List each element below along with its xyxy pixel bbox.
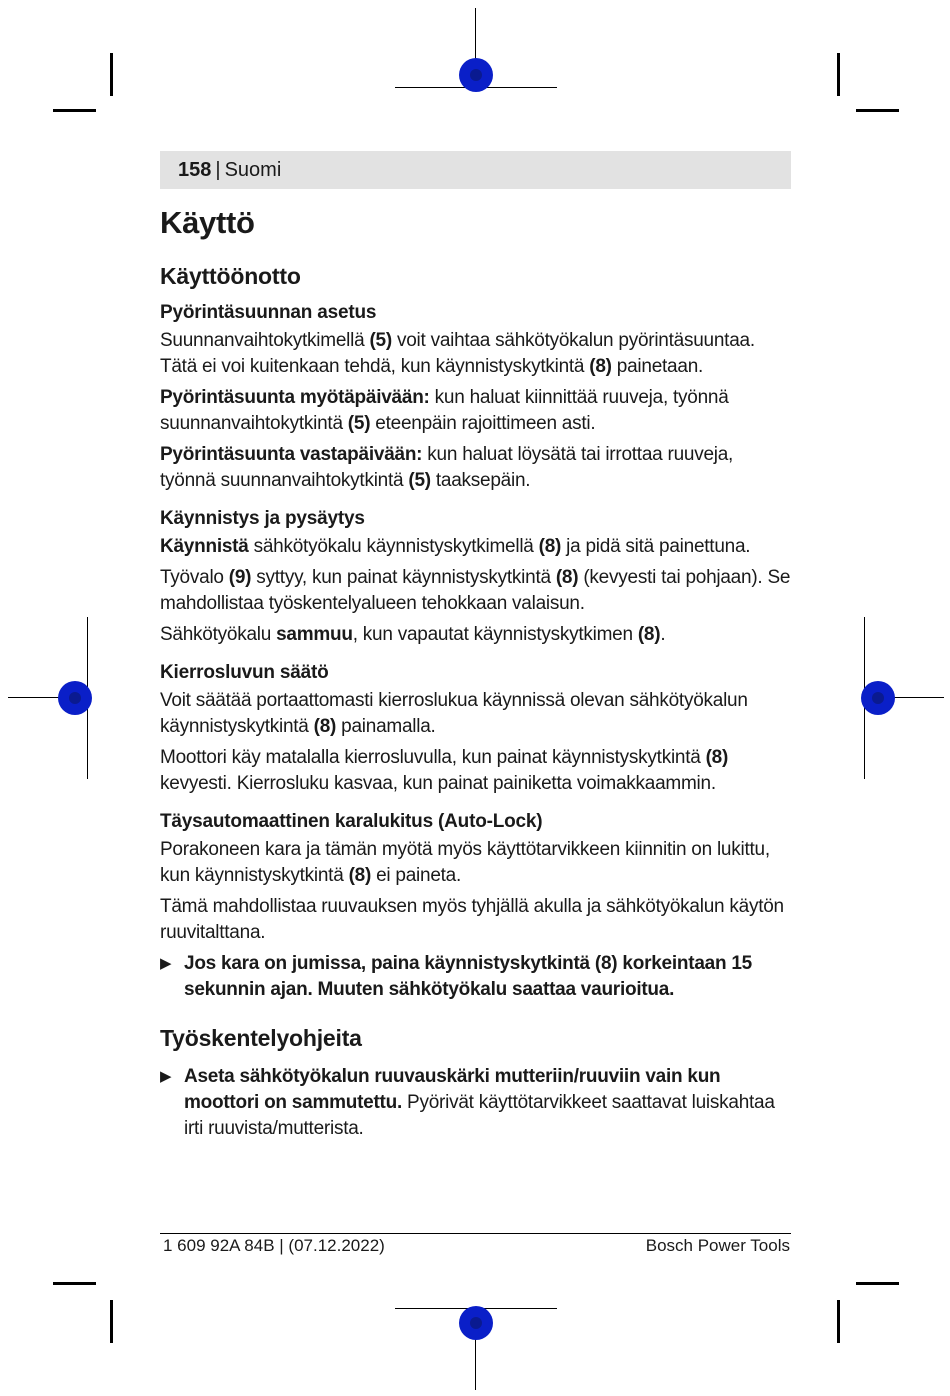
autolock-paragraph-1: Porakoneen kara ja tämän myötä myös käyttötarvikkeen kiinnitin on lukittu, kun käynnistyskytkintä (8) ei paineta. — [160, 839, 770, 886]
page-header — [160, 151, 791, 189]
triangle-right-icon: ▶ — [160, 1068, 172, 1085]
page-number: 158 — [178, 158, 212, 181]
autolock-warning-text: Jos kara on jumissa, paina käynnistyskytkintä (8) korkeintaan 15 sekunnin ajan. Muuten sähkötyökalu saattaa vaurioitua. — [184, 953, 752, 1000]
registration-mark-right — [861, 681, 895, 715]
page-title: Käyttö — [160, 205, 255, 240]
subheading-rotation: Pyörintäsuunnan asetus — [160, 302, 377, 323]
startstop-paragraph-2: Työvalo (9) syttyy, kun painat käynnistyskytkintä (8) (kevyesti tai pohjaan). Se mahdollistaa työskentelyalueen tehokkaan valaisun. — [160, 567, 791, 614]
crop-mark-top-right-v — [837, 53, 840, 96]
section-heading-kayttoonotto: Käyttöönotto — [160, 263, 301, 289]
work-tip — [160, 1064, 792, 1142]
footer-brand: Bosch Power Tools — [645, 1236, 790, 1255]
crop-mark-bottom-right-h — [856, 1282, 899, 1285]
startstop-paragraph-3: Sähkötyökalu sammuu, kun vapautat käynnistyskytkimen (8). — [160, 624, 666, 645]
work-tip-text: Aseta sähkötyökalun ruuvauskärki mutteriin/ruuviin vain kun moottori on sammutettu. Pyörivät käyttötarvikkeet saattavat luiskahtaa irti ruuvista/mutterista. — [184, 1066, 775, 1139]
header-separator: | — [215, 158, 221, 181]
registration-mark-left — [58, 681, 92, 715]
speed-paragraph-1: Voit säätää portaattomasti kierroslukua käynnissä olevan sähkötyökalun käynnistyskytkintä (8) painamalla. — [160, 690, 748, 737]
startstop-paragraph-1: Käynnistä sähkötyökalu käynnistyskytkimellä (8) ja pidä sitä painettuna. — [160, 536, 751, 557]
rotation-paragraph-counterclockwise: Pyörintäsuunta vastapäivään: kun haluat löysätä tai irrottaa ruuveja, työnnä suunnanvaihtokytkintä (5) taaksepäin. — [160, 444, 734, 491]
crop-mark-bottom-left-h — [53, 1282, 96, 1285]
subheading-autolock: Täysautomaattinen karalukitus (Auto-Lock) — [160, 811, 543, 832]
crop-mark-top-right-h — [856, 109, 899, 112]
crop-mark-top-left-h — [53, 109, 96, 112]
triangle-right-icon: ▶ — [160, 955, 172, 972]
registration-mark-top — [459, 58, 493, 92]
header-language: Suomi — [224, 158, 282, 181]
autolock-warning — [160, 951, 792, 1003]
speed-paragraph-2: Moottori käy matalalla kierrosluvulla, kun painat käynnistyskytkintä (8) kevyesti. Kierrosluku kasvaa, kun painat painiketta voimakkaammin. — [160, 747, 729, 794]
crop-mark-bottom-right-v — [837, 1300, 840, 1343]
crop-mark-bottom-left-v — [110, 1300, 113, 1343]
subheading-speed: Kierrosluvun säätö — [160, 662, 329, 683]
rotation-paragraph-1: Suunnanvaihtokytkimellä (5) voit vaihtaa sähkötyökalun pyörintäsuuntaa. Tätä ei voi kuitenkaan tehdä, kun käynnistyskytkintä (8) painetaan. — [160, 330, 755, 377]
rotation-paragraph-clockwise: Pyörintäsuunta myötäpäivään: kun haluat kiinnittää ruuveja, työnnä suunnanvaihtokytkintä (5) eteenpäin rajoittimeen asti. — [160, 387, 729, 434]
footer-doc-id: 1 609 92A 84B | (07.12.2022) — [163, 1236, 385, 1255]
autolock-paragraph-2: Tämä mahdollistaa ruuvauksen myös tyhjällä akulla ja sähkötyökalun käytön ruuvitalttana. — [160, 896, 784, 943]
section-heading-tyoskentelyohjeita: Työskentelyohjeita — [160, 1025, 362, 1051]
crop-mark-top-left-v — [110, 53, 113, 96]
subheading-startstop: Käynnistys ja pysäytys — [160, 508, 365, 529]
footer-divider — [160, 1233, 791, 1234]
main-content — [160, 205, 792, 1147]
registration-mark-bottom — [459, 1306, 493, 1340]
